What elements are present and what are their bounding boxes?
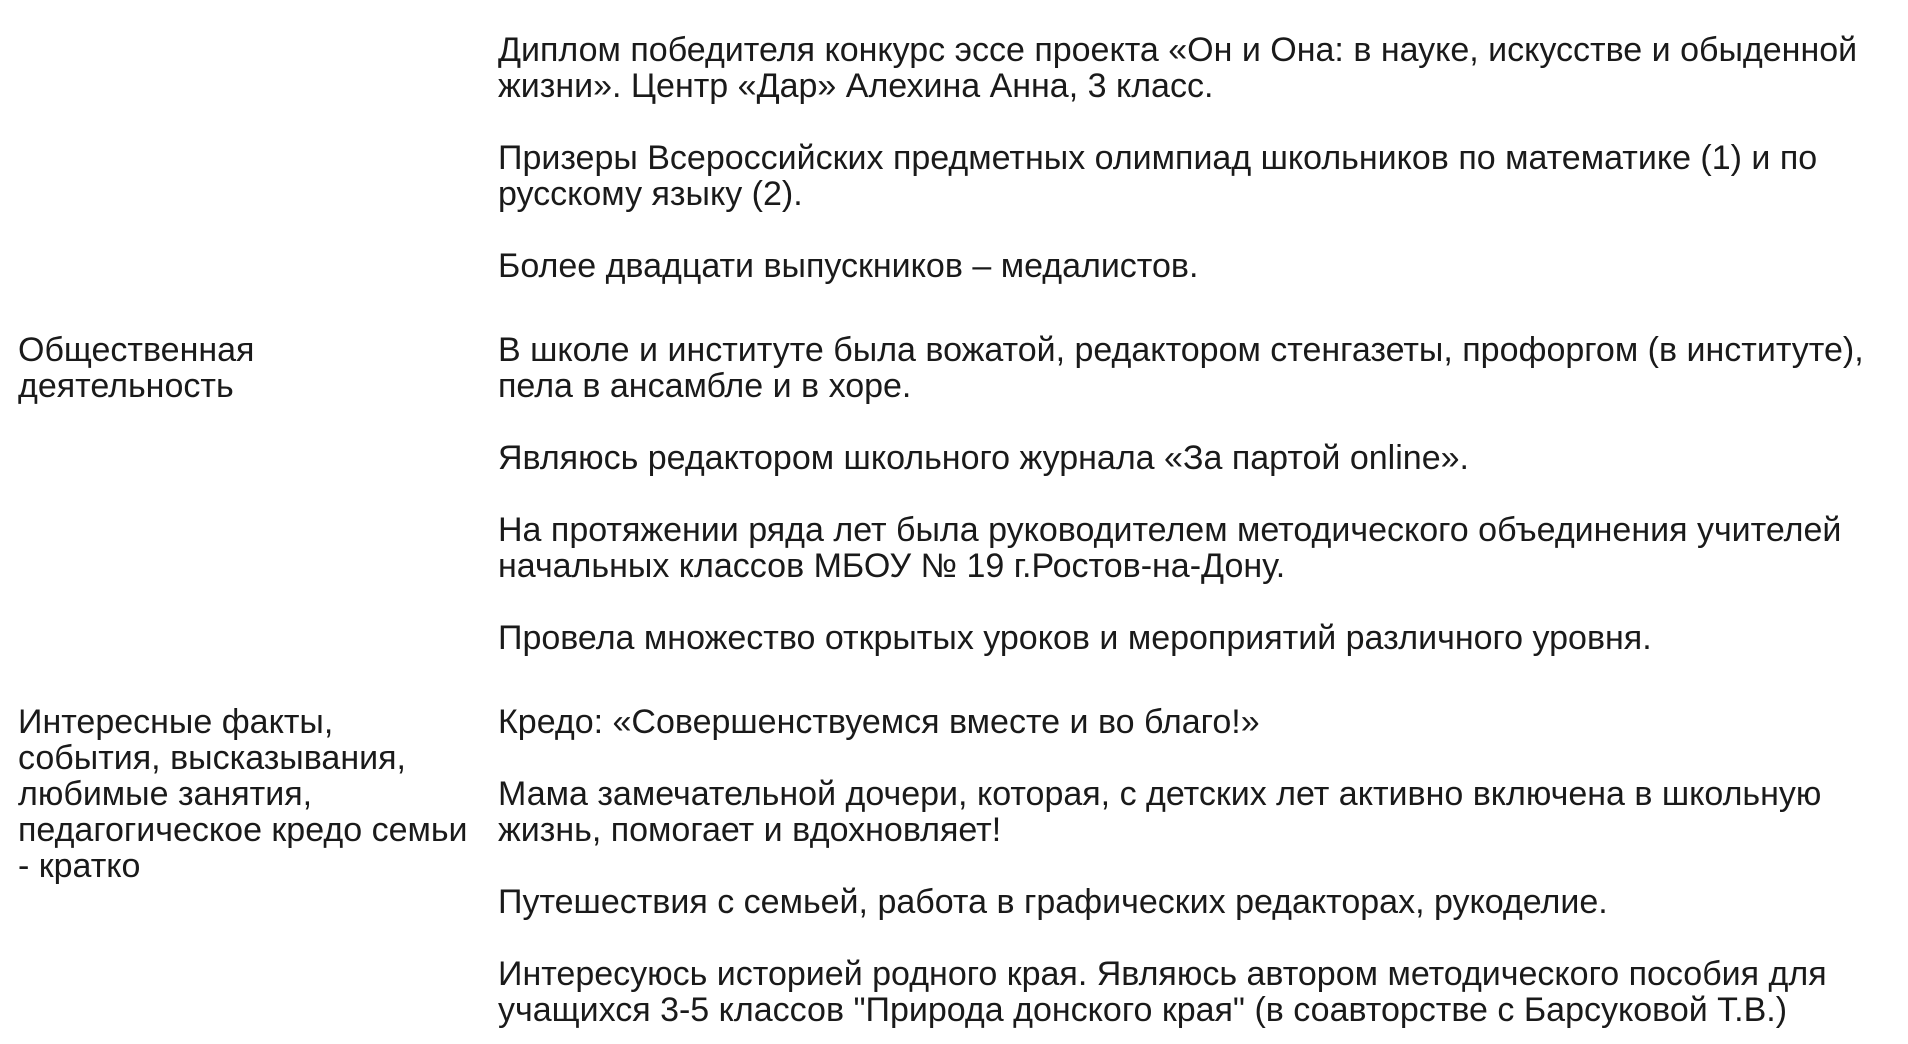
paragraph: Более двадцати выпускников – медалистов. [498, 247, 1199, 285]
paragraph: Мама замечательной дочери, которая, с детских лет активно включена в школьную жизнь, помогает и вдохновляет! [498, 775, 1822, 849]
row-label-interesting-facts: Интересные факты, события, высказывания, любимые занятия, педагогическое кредо семьи - кратко [18, 703, 468, 885]
paragraph: Являюсь редактором школьного журнала «За партой online». [498, 439, 1469, 477]
paragraph: Призеры Всероссийских предметных олимпиад школьников по математике (1) и по русскому языку (2). [498, 139, 1818, 213]
paragraph: Диплом победителя конкурс эссе проекта «Он и Она: в науке, искусстве и обыденной жизни». Центр «Дар» Алехина Анна, 3 класс. [498, 31, 1858, 105]
paragraph: Путешествия с семьей, работа в графических редакторах, рукоделие. [498, 883, 1608, 921]
paragraph: На протяжении ряда лет была руководителем методического объединения учителей начальных классов МБОУ № 19 г.Ростов-на-Дону. [498, 511, 1842, 585]
row-content-achievements [498, 32, 1898, 284]
row-content-public-activity [498, 332, 1898, 656]
paragraph: Провела множество открытых уроков и мероприятий различного уровня. [498, 619, 1652, 657]
paragraph: Кредо: «Совершенствуемся вместе и во благо!» [498, 703, 1260, 741]
paragraph: Интересуюсь историей родного края. Являюсь автором методического пособия для учащихся 3-5 классов "Природа донского края" (в соавторстве с Барсуковой Т.В.) [498, 955, 1827, 1029]
row-content-interesting-facts [498, 704, 1898, 1028]
row-label-public-activity: Общественная деятельность [18, 331, 255, 405]
paragraph: В школе и институте была вожатой, редактором стенгазеты, профоргом (в институте), пела в ансамбле и в хоре. [498, 331, 1864, 405]
